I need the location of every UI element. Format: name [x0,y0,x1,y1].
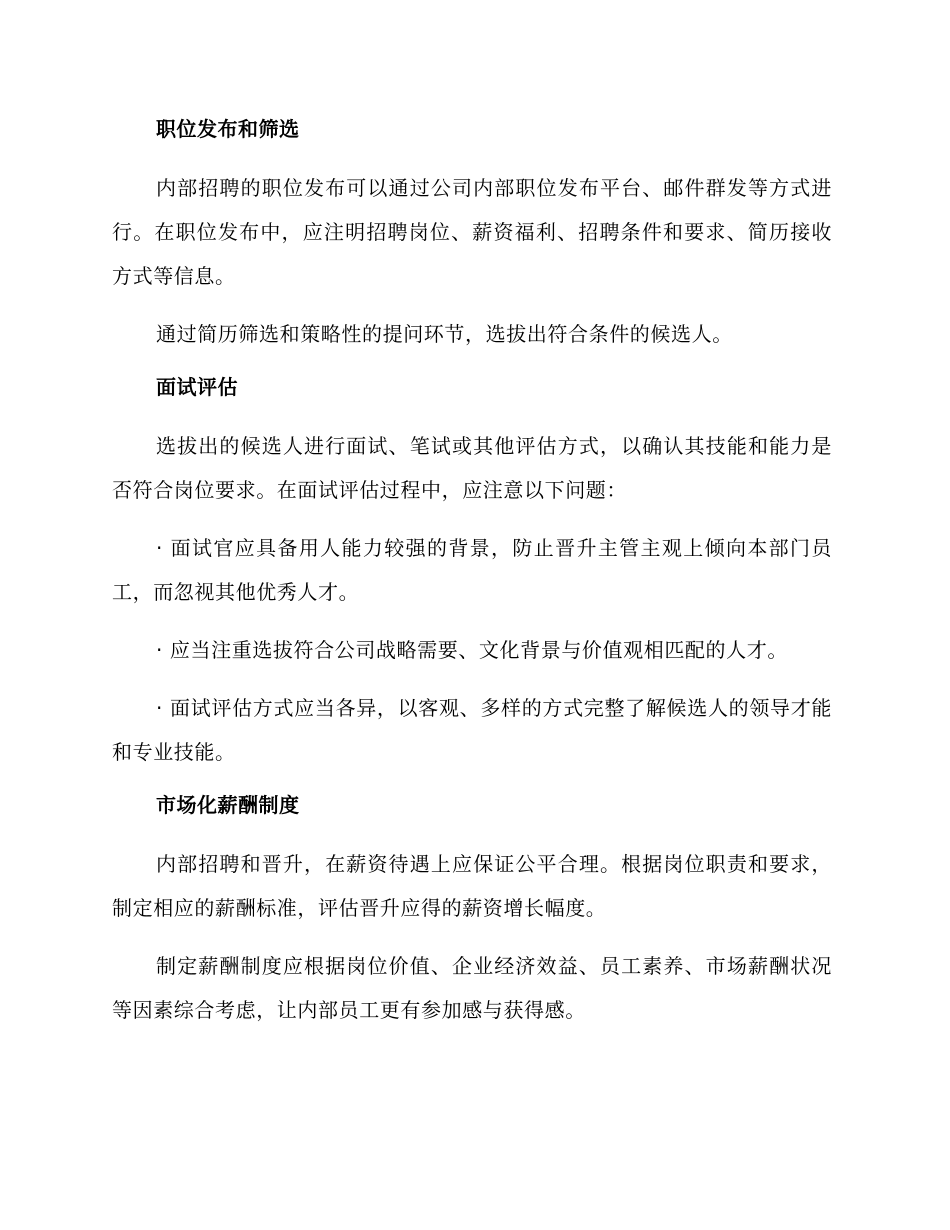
document-body [112,112,832,1046]
section-heading-compensation: 市场化薪酬制度 [156,793,300,817]
paragraph: 选拔出的候选人进行面试、笔试或其他评估方式，以确认其技能和能力是否符合岗位要求。在面试评估过程中，应注意以下问题： [112,434,832,502]
bullet-item: · 应当注重选拔符合公司战略需要、文化背景与价值观相匹配的人才。 [156,638,788,662]
paragraph: 内部招聘和晋升，在薪资待遇上应保证公平合理。根据岗位职责和要求，制定相应的薪酬标准，评估晋升应得的薪资增长幅度。 [112,852,832,920]
section-heading-interview: 面试评估 [156,375,238,399]
paragraph: 内部招聘的职位发布可以通过公司内部职位发布平台、邮件群发等方式进行。在职位发布中，应注明招聘岗位、薪资福利、招聘条件和要求、简历接收方式等信息。 [112,176,832,288]
bullet-item: · 面试官应具备用人能力较强的背景，防止晋升主管主观上倾向本部门员工，而忽视其他优秀人才。 [112,536,832,604]
paragraph: 制定薪酬制度应根据岗位价值、企业经济效益、员工素养、市场薪酬状况等因素综合考虑，让内部员工更有参加感与获得感。 [112,954,832,1022]
bullet-item: · 面试评估方式应当各异，以客观、多样的方式完整了解候选人的领导才能和专业技能。 [112,696,832,764]
section-heading-job-posting: 职位发布和筛选 [156,117,300,141]
paragraph: 通过简历筛选和策略性的提问环节，选拔出符合条件的候选人。 [156,322,733,346]
